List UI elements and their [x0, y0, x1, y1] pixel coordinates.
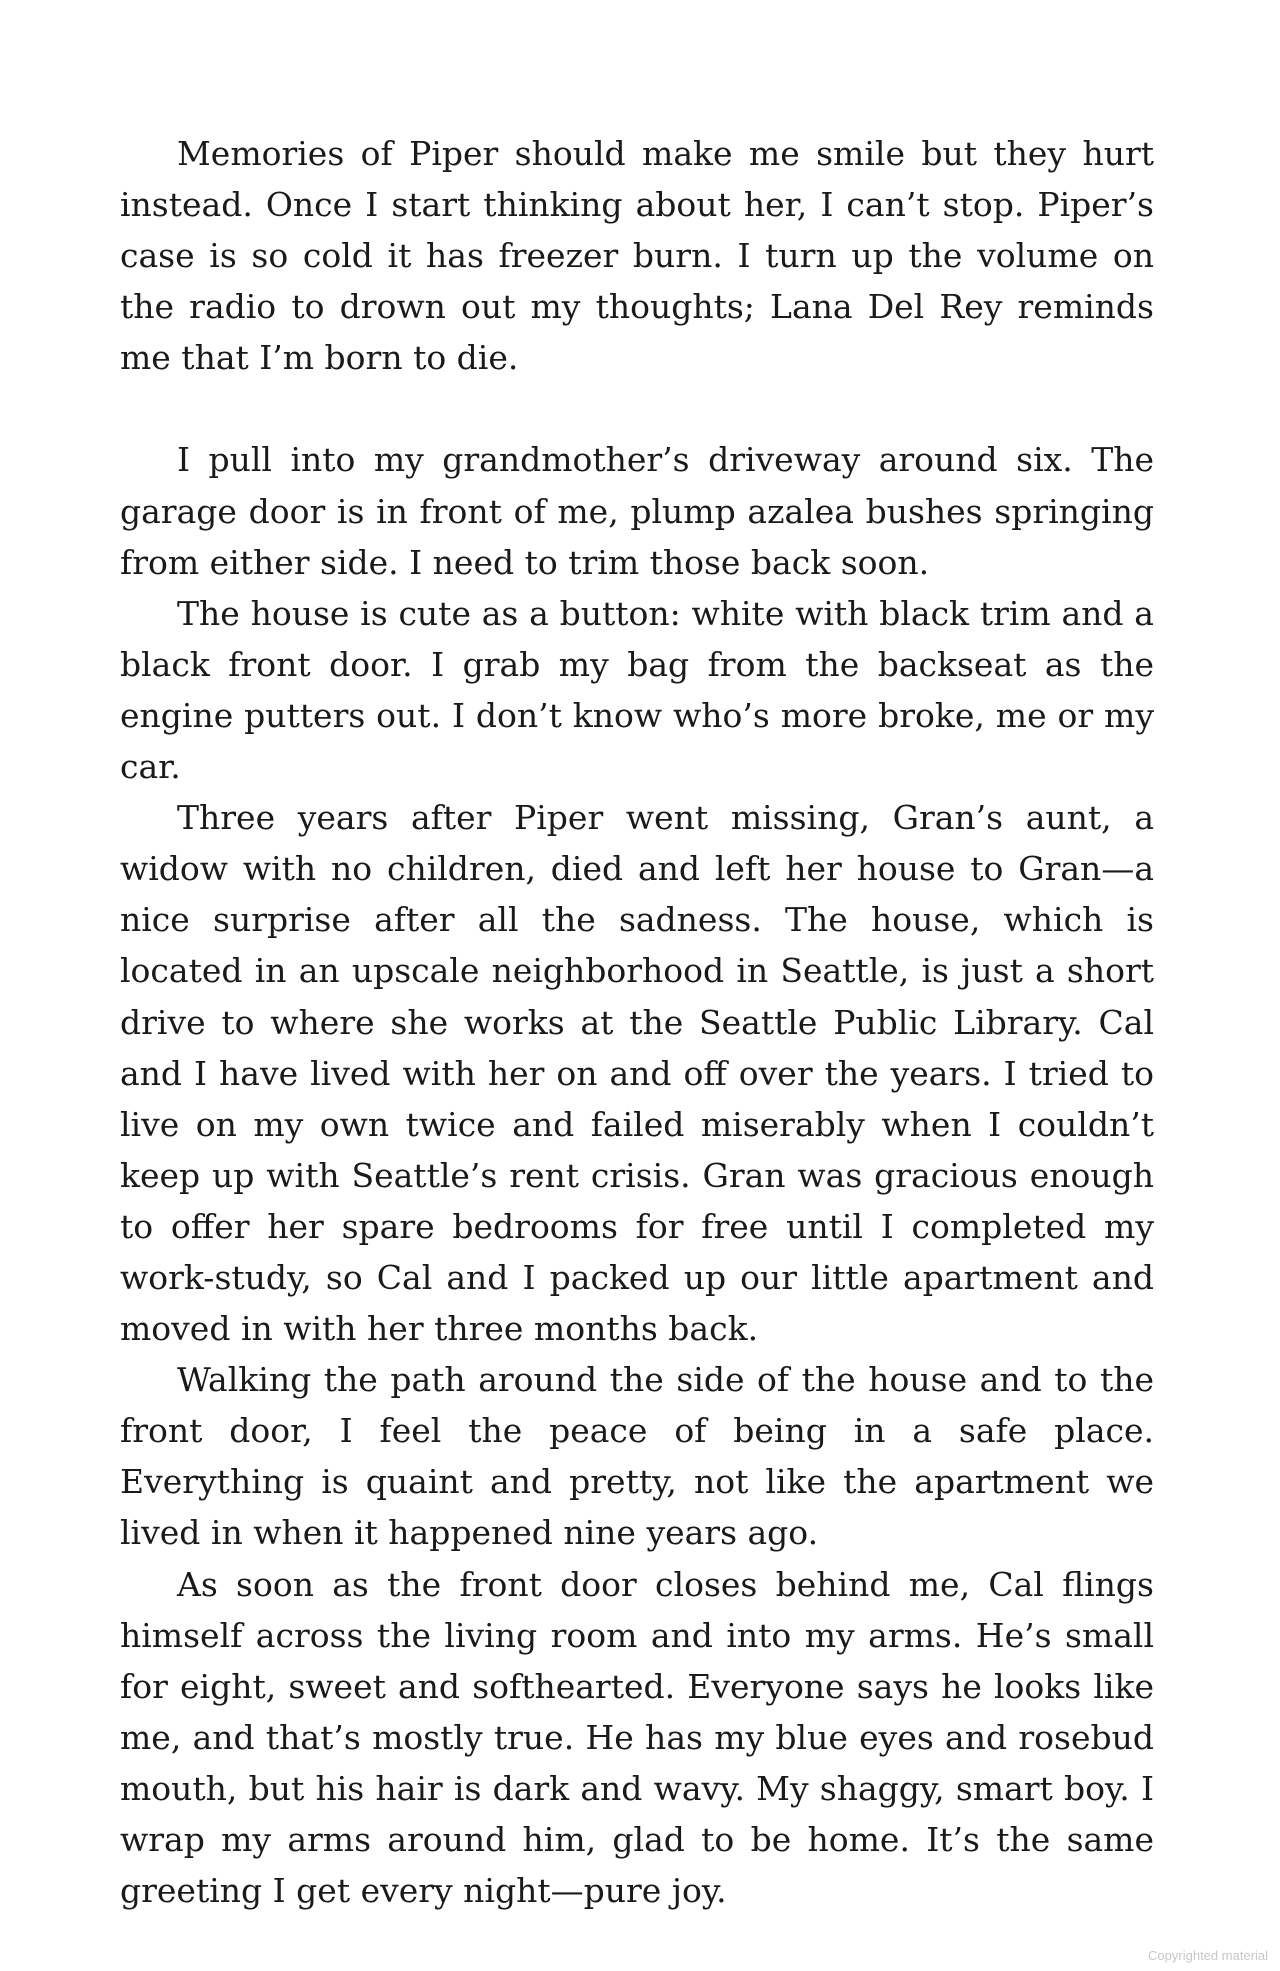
paragraph-1: Memories of Piper should make me smile but they hurt instead. Once I start thinking about her, I can’t stop. Piper’s case is so cold it has freezer burn. I turn up the volume on the radio to drown out my thoughts; Lana Del Rey reminds me that I’m born to die.: [120, 134, 1154, 378]
book-page-text: [120, 128, 1154, 1916]
paragraph-4: Three years after Piper went missing, Gran’s aunt, a widow with no children, died and left her house to Gran—a nice surprise after all the sadness. The house, which is located in an upscale neighborhood in Seattle, is just a short drive to where she works at the Seattle Public Library. Cal and I have lived with her on and off over the years. I tried to live on my own twice and failed miserably when I couldn’t keep up with Seattle’s rent crisis. Gran was gracious enough to offer her spare bedrooms for free until I completed my work-study, so Cal and I packed up our little apartment and moved in with her three months back.: [120, 798, 1154, 1349]
copyright-watermark: Copyrighted material: [1148, 1948, 1268, 1963]
paragraph-6: As soon as the front door closes behind me, Cal flings himself across the living room and into my arms. He’s small for eight, sweet and softhearted. Everyone says he looks like me, and that’s mostly true. He has my blue eyes and rosebud mouth, but his hair is dark and wavy. My shaggy, smart boy. I wrap my arms around him, glad to be home. It’s the same greeting I get every night—pure joy.: [120, 1564, 1154, 1911]
paragraph-3: The house is cute as a button: white with black trim and a black front door. I grab my bag from the backseat as the engine putters out. I don’t know who’s more broke, me or my car.: [120, 593, 1154, 787]
paragraph-2: I pull into my grandmother’s driveway around six. The garage door is in front of me, plump azalea bushes springing from either side. I need to trim those back soon.: [120, 440, 1154, 582]
paragraph-5: Walking the path around the side of the house and to the front door, I feel the peace of being in a safe place. Everything is quaint and pretty, not like the apartment we lived in when it happened nine years ago.: [120, 1360, 1154, 1553]
